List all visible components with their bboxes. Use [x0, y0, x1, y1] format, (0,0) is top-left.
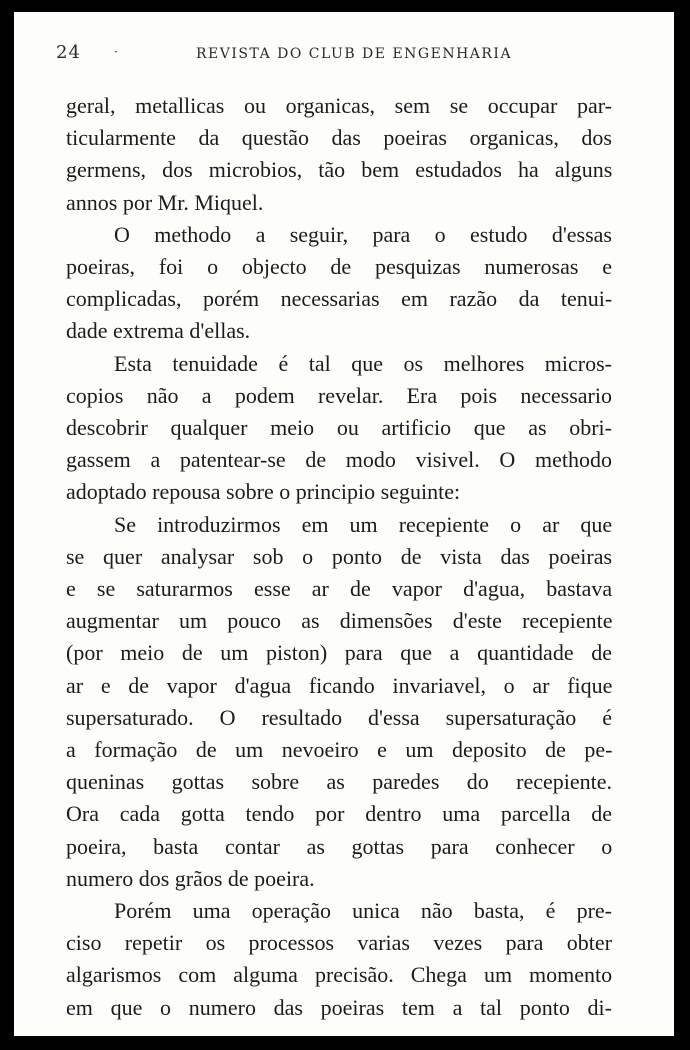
page-header — [56, 42, 636, 68]
page-number: 24 — [56, 42, 81, 63]
text-line: numero dos grãos de poeira. — [66, 865, 315, 891]
text-line: gassem a patentear-se de modo visivel. O methodo — [66, 447, 612, 473]
text-line: O methodo a seguir, para o estudo d'essas — [114, 221, 612, 247]
text-line: Se introduzirmos em um recepiente o ar que — [114, 511, 613, 537]
text-line: ar e de vapor d'agua ficando invariavel, o ar fique — [66, 672, 613, 698]
text-line: germens, dos microbios, tão bem estudados ha alguns — [66, 157, 613, 183]
text-line: se quer analysar sob o ponto de vista das poeiras — [66, 543, 613, 569]
text-line: Ora cada gotta tendo por dentro uma parcella de — [66, 801, 612, 827]
text-line: queninas gottas sobre as paredes do recepiente. — [66, 769, 612, 795]
text-line: e se saturarmos esse ar de vapor d'agua, bastava — [66, 576, 613, 602]
text-line: complicadas, porém necessarias em razão da tenui- — [66, 286, 613, 312]
running-title: REVISTA DO CLUB DE ENGENHARIA — [196, 46, 513, 62]
text-line: poeira, basta contar as gottas para conhecer o — [66, 833, 613, 859]
text-line: a formação de um nevoeiro e um deposito de pe- — [66, 737, 613, 763]
text-line: geral, metallicas ou organicas, sem se occupar par- — [66, 93, 612, 118]
text-line: em que o numero das poeiras tem a tal ponto di- — [66, 994, 612, 1020]
text-line: supersaturado. O resultado d'essa supersaturação é — [66, 704, 612, 730]
header-dot: · — [114, 45, 118, 59]
text-line: Porém uma operação unica não basta, é pre- — [114, 898, 612, 924]
text-line: algarismos com alguma precisão. Chega um momento — [66, 962, 613, 988]
text-line: adoptado repousa sobre o principio seguinte: — [66, 479, 461, 505]
text-line: copios não a podem revelar. Era pois necessario — [66, 382, 612, 408]
text-line: descobrir qualquer meio ou artificio que as obri- — [66, 415, 612, 441]
text-line: annos por Mr. Miquel. — [66, 189, 264, 215]
book-page — [14, 12, 674, 1036]
text-line: Esta tenuidade é tal que os melhores micros- — [114, 350, 612, 376]
text-line: poeiras, foi o objecto de pesquizas numerosas e — [66, 254, 612, 280]
body-text — [66, 90, 612, 1024]
text-line: dade extrema d'ellas. — [66, 318, 251, 344]
text-line: ciso repetir os processos varias vezes para obter — [66, 930, 612, 956]
text-line: ticularmente da questão das poeiras organicas, dos — [66, 125, 612, 151]
text-line: (por meio de um piston) para que a quantidade de — [66, 640, 612, 666]
text-line: augmentar um pouco as dimensões d'este recepiente — [66, 608, 613, 634]
